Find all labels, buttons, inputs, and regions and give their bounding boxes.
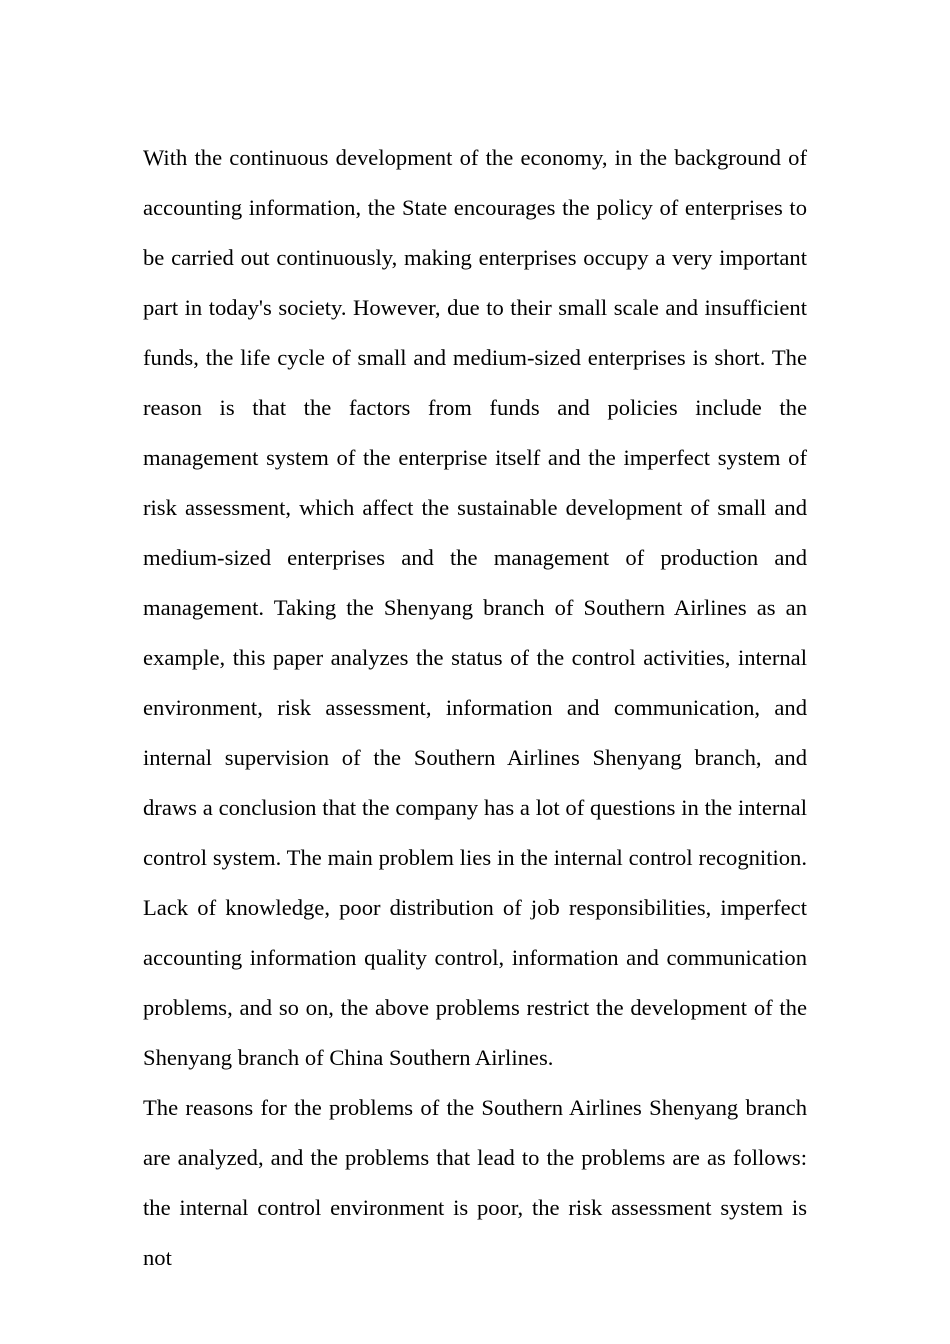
paragraph-abstract-body-1: With the continuous development of the economy, in the background of accounting information, the State encourages the policy of enterprises to be carried out continuously, making enterprises occupy a very important part in today's society. However, due to their small scale and insufficient funds, the life cycle of small and medium-sized enterprises is short. The reason is that the factors from funds and policies include the management system of the enterprise itself and the imperfect system of risk assessment, which affect the sustainable development of small and medium-sized enterprises and the management of production and management. Taking the Shenyang branch of Southern Airlines as an example, this paper analyzes the status of the control activities, internal environment, risk assessment, information and communication, and internal supervision of the Southern Airlines Shenyang branch, and draws a conclusion that the company has a lot of questions in the internal control system. The main problem lies in the internal control recognition. Lack of knowledge, poor distribution of job responsibilities, imperfect accounting information quality control, information and communication problems, and so on, the above problems restrict the development of the Shenyang branch of China Southern Airlines. <box>143 145 807 1070</box>
paragraph-abstract-body-2: The reasons for the problems of the Southern Airlines Shenyang branch are analyzed, and the problems that lead to the problems are as follows: the internal control environment is poor, the risk assessment system is not <box>143 1095 807 1270</box>
page-text-column <box>143 133 807 1333</box>
